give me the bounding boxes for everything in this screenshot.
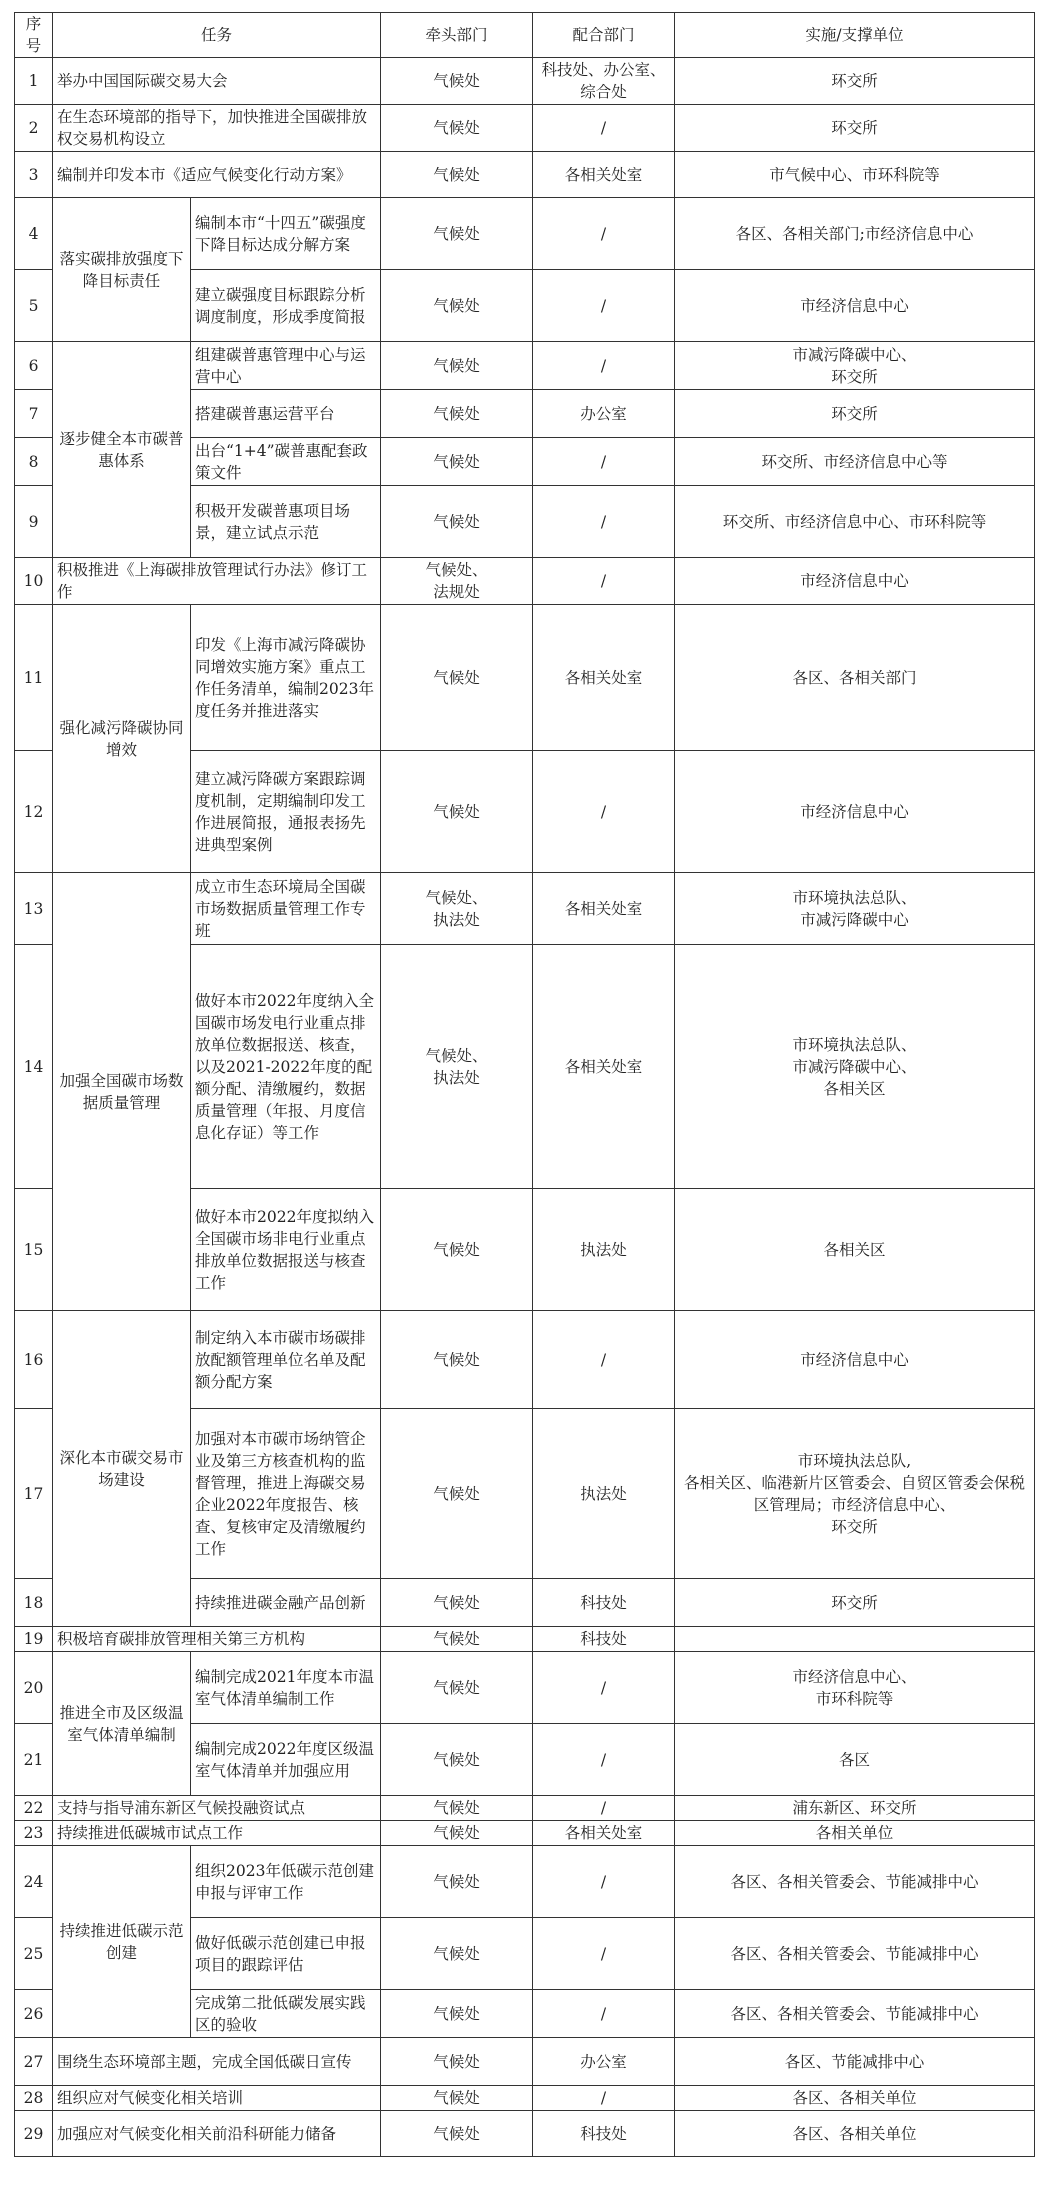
row-number: 28 — [15, 2086, 53, 2111]
task-cell: 加强应对气候变化相关前沿科研能力储备 — [53, 2111, 381, 2157]
impl-cell: 市环境执法总队、 市减污降碳中心、 各相关区 — [675, 945, 1035, 1189]
row-number: 19 — [15, 1627, 53, 1652]
table-row — [15, 1311, 1035, 1409]
header-lead: 牵头部门 — [381, 13, 533, 58]
lead-cell: 气候处 — [381, 1627, 533, 1652]
coop-cell: 各相关处室 — [533, 945, 675, 1189]
impl-cell: 市环境执法总队、 市减污降碳中心 — [675, 873, 1035, 945]
task-cell: 成立市生态环境局全国碳市场数据质量管理工作专班 — [191, 873, 381, 945]
coop-cell: / — [533, 438, 675, 486]
task-cell: 组织2023年低碳示范创建申报与评审工作 — [191, 1846, 381, 1918]
task-cell: 建立碳强度目标跟踪分析调度制度，形成季度简报 — [191, 270, 381, 342]
row-number: 20 — [15, 1652, 53, 1724]
group-cell: 强化减污降碳协同增效 — [53, 605, 191, 873]
impl-cell: 各区、各相关部门 — [675, 605, 1035, 751]
coop-cell: 各相关处室 — [533, 605, 675, 751]
lead-cell: 气候处 — [381, 105, 533, 152]
coop-cell: 各相关处室 — [533, 152, 675, 198]
coop-cell: / — [533, 2086, 675, 2111]
row-number: 25 — [15, 1918, 53, 1990]
impl-cell: 环交所、市经济信息中心、市环科院等 — [675, 486, 1035, 558]
table-row — [15, 558, 1035, 605]
table-row — [15, 873, 1035, 945]
row-number: 14 — [15, 945, 53, 1189]
lead-cell: 气候处 — [381, 1918, 533, 1990]
task-cell: 组织应对气候变化相关培训 — [53, 2086, 381, 2111]
task-cell: 做好低碳示范创建已申报项目的跟踪评估 — [191, 1918, 381, 1990]
row-number: 12 — [15, 751, 53, 873]
row-number: 16 — [15, 1311, 53, 1409]
task-cell: 积极开发碳普惠项目场景，建立试点示范 — [191, 486, 381, 558]
table-row — [15, 605, 1035, 751]
row-number: 15 — [15, 1189, 53, 1311]
group-cell: 逐步健全本市碳普惠体系 — [53, 342, 191, 558]
lead-cell: 气候处 — [381, 1189, 533, 1311]
impl-cell — [675, 1627, 1035, 1652]
impl-cell: 环交所 — [675, 1579, 1035, 1627]
row-number: 29 — [15, 2111, 53, 2157]
lead-cell: 气候处 — [381, 198, 533, 270]
lead-cell: 气候处 — [381, 1724, 533, 1796]
impl-cell: 各区、各相关管委会、节能减排中心 — [675, 1990, 1035, 2038]
impl-cell: 市经济信息中心 — [675, 751, 1035, 873]
lead-cell: 气候处 — [381, 1990, 533, 2038]
impl-cell: 各区、各相关部门;市经济信息中心 — [675, 198, 1035, 270]
table-row — [15, 342, 1035, 390]
row-number: 22 — [15, 1796, 53, 1821]
task-cell: 编制完成2021年度本市温室气体清单编制工作 — [191, 1652, 381, 1724]
row-number: 26 — [15, 1990, 53, 2038]
group-cell: 推进全市及区级温室气体清单编制 — [53, 1652, 191, 1796]
impl-cell: 各相关区 — [675, 1189, 1035, 1311]
table-row — [15, 1627, 1035, 1652]
impl-cell: 各区、节能减排中心 — [675, 2038, 1035, 2086]
table-row — [15, 2086, 1035, 2111]
task-cell: 持续推进碳金融产品创新 — [191, 1579, 381, 1627]
table-row — [15, 2038, 1035, 2086]
row-number: 13 — [15, 873, 53, 945]
coop-cell: / — [533, 486, 675, 558]
row-number: 17 — [15, 1409, 53, 1579]
row-number: 18 — [15, 1579, 53, 1627]
row-number: 6 — [15, 342, 53, 390]
impl-cell: 各区、各相关单位 — [675, 2086, 1035, 2111]
lead-cell: 气候处 — [381, 1579, 533, 1627]
task-cell: 编制并印发本市《适应气候变化行动方案》 — [53, 152, 381, 198]
lead-cell: 气候处 — [381, 605, 533, 751]
row-number: 4 — [15, 198, 53, 270]
coop-cell: 各相关处室 — [533, 873, 675, 945]
table-row — [15, 1821, 1035, 1846]
task-cell: 做好本市2022年度纳入全国碳市场发电行业重点排放单位数据报送、核查，以及2021-2022年度的配额分配、清缴履约，数据质量管理（年报、月度信息化存证）等工作 — [191, 945, 381, 1189]
coop-cell: 办公室 — [533, 390, 675, 438]
task-cell: 围绕生态环境部主题，完成全国低碳日宣传 — [53, 2038, 381, 2086]
task-cell: 完成第二批低碳发展实践区的验收 — [191, 1990, 381, 2038]
row-number: 2 — [15, 105, 53, 152]
row-number: 21 — [15, 1724, 53, 1796]
coop-cell: / — [533, 270, 675, 342]
task-cell: 举办中国国际碳交易大会 — [53, 58, 381, 105]
table-row — [15, 1796, 1035, 1821]
task-cell: 印发《上海市减污降碳协同增效实施方案》重点工作任务清单，编制2023年度任务并推进落实 — [191, 605, 381, 751]
row-number: 3 — [15, 152, 53, 198]
coop-cell: 执法处 — [533, 1409, 675, 1579]
lead-cell: 气候处 — [381, 342, 533, 390]
impl-cell: 市经济信息中心、 市环科院等 — [675, 1652, 1035, 1724]
row-number: 27 — [15, 2038, 53, 2086]
impl-cell: 环交所 — [675, 105, 1035, 152]
task-cell: 编制完成2022年度区级温室气体清单并加强应用 — [191, 1724, 381, 1796]
lead-cell: 气候处 — [381, 390, 533, 438]
row-number: 8 — [15, 438, 53, 486]
table-row — [15, 1652, 1035, 1724]
coop-cell: 各相关处室 — [533, 1821, 675, 1846]
coop-cell: 科技处 — [533, 1627, 675, 1652]
coop-cell: / — [533, 1990, 675, 2038]
lead-cell: 气候处 — [381, 2111, 533, 2157]
impl-cell: 各区、各相关管委会、节能减排中心 — [675, 1918, 1035, 1990]
task-cell: 加强对本市碳市场纳管企业及第三方核查机构的监督管理，推进上海碳交易企业2022年度报告、核查、复核审定及清缴履约工作 — [191, 1409, 381, 1579]
coop-cell: 办公室 — [533, 2038, 675, 2086]
task-cell: 组建碳普惠管理中心与运营中心 — [191, 342, 381, 390]
lead-cell: 气候处 — [381, 58, 533, 105]
row-number: 11 — [15, 605, 53, 751]
row-number: 5 — [15, 270, 53, 342]
task-cell: 持续推进低碳城市试点工作 — [53, 1821, 381, 1846]
impl-cell: 市环境执法总队, 各相关区、临港新片区管委会、自贸区管委会保税区管理局；市经济信息中心、 环交所 — [675, 1409, 1035, 1579]
coop-cell: / — [533, 1796, 675, 1821]
lead-cell: 气候处、 法规处 — [381, 558, 533, 605]
header-task: 任务 — [53, 13, 381, 58]
impl-cell: 浦东新区、环交所 — [675, 1796, 1035, 1821]
task-cell: 积极推进《上海碳排放管理试行办法》修订工作 — [53, 558, 381, 605]
header-seq: 序号 — [15, 13, 53, 58]
coop-cell: / — [533, 105, 675, 152]
coop-cell: 科技处、办公室、综合处 — [533, 58, 675, 105]
impl-cell: 各区、各相关管委会、节能减排中心 — [675, 1846, 1035, 1918]
coop-cell: 科技处 — [533, 2111, 675, 2157]
task-cell: 建立减污降碳方案跟踪调度机制，定期编制印发工作进展简报，通报表扬先进典型案例 — [191, 751, 381, 873]
coop-cell: / — [533, 198, 675, 270]
lead-cell: 气候处 — [381, 1311, 533, 1409]
impl-cell: 市经济信息中心 — [675, 558, 1035, 605]
coop-cell: / — [533, 751, 675, 873]
impl-cell: 市经济信息中心 — [675, 1311, 1035, 1409]
lead-cell: 气候处 — [381, 2038, 533, 2086]
lead-cell: 气候处 — [381, 751, 533, 873]
task-cell: 出台“1+4”碳普惠配套政策文件 — [191, 438, 381, 486]
impl-cell: 各区、各相关单位 — [675, 2111, 1035, 2157]
task-cell: 在生态环境部的指导下，加快推进全国碳排放权交易机构设立 — [53, 105, 381, 152]
lead-cell: 气候处 — [381, 2086, 533, 2111]
header-impl: 实施/支撑单位 — [675, 13, 1035, 58]
lead-cell: 气候处 — [381, 1846, 533, 1918]
table-row — [15, 58, 1035, 105]
coop-cell: / — [533, 1846, 675, 1918]
lead-cell: 气候处 — [381, 1796, 533, 1821]
task-cell: 积极培育碳排放管理相关第三方机构 — [53, 1627, 381, 1652]
table-row — [15, 198, 1035, 270]
document — [14, 12, 1034, 2157]
row-number: 10 — [15, 558, 53, 605]
lead-cell: 气候处、 执法处 — [381, 945, 533, 1189]
lead-cell: 气候处 — [381, 152, 533, 198]
coop-cell: / — [533, 342, 675, 390]
lead-cell: 气候处 — [381, 1821, 533, 1846]
row-number: 1 — [15, 58, 53, 105]
impl-cell: 市经济信息中心 — [675, 270, 1035, 342]
impl-cell: 市气候中心、市环科院等 — [675, 152, 1035, 198]
impl-cell: 环交所、市经济信息中心等 — [675, 438, 1035, 486]
task-table — [14, 12, 1035, 2157]
task-cell: 搭建碳普惠运营平台 — [191, 390, 381, 438]
task-cell: 制定纳入本市碳市场碳排放配额管理单位名单及配额分配方案 — [191, 1311, 381, 1409]
coop-cell: / — [533, 1724, 675, 1796]
group-cell: 落实碳排放强度下降目标责任 — [53, 198, 191, 342]
coop-cell: / — [533, 1918, 675, 1990]
group-cell: 深化本市碳交易市场建设 — [53, 1311, 191, 1627]
table-row — [15, 2111, 1035, 2157]
task-cell: 编制本市“十四五”碳强度下降目标达成分解方案 — [191, 198, 381, 270]
impl-cell: 各区 — [675, 1724, 1035, 1796]
group-cell: 持续推进低碳示范创建 — [53, 1846, 191, 2038]
header-row — [15, 13, 1035, 58]
lead-cell: 气候处 — [381, 1652, 533, 1724]
coop-cell: 执法处 — [533, 1189, 675, 1311]
impl-cell: 环交所 — [675, 390, 1035, 438]
lead-cell: 气候处、 执法处 — [381, 873, 533, 945]
impl-cell: 环交所 — [675, 58, 1035, 105]
impl-cell: 各相关单位 — [675, 1821, 1035, 1846]
impl-cell: 市减污降碳中心、 环交所 — [675, 342, 1035, 390]
coop-cell: / — [533, 558, 675, 605]
coop-cell: / — [533, 1652, 675, 1724]
row-number: 9 — [15, 486, 53, 558]
row-number: 24 — [15, 1846, 53, 1918]
lead-cell: 气候处 — [381, 438, 533, 486]
lead-cell: 气候处 — [381, 486, 533, 558]
group-cell: 加强全国碳市场数据质量管理 — [53, 873, 191, 1311]
coop-cell: 科技处 — [533, 1579, 675, 1627]
table-row — [15, 1846, 1035, 1918]
lead-cell: 气候处 — [381, 270, 533, 342]
task-cell: 支持与指导浦东新区气候投融资试点 — [53, 1796, 381, 1821]
row-number: 7 — [15, 390, 53, 438]
lead-cell: 气候处 — [381, 1409, 533, 1579]
header-coop: 配合部门 — [533, 13, 675, 58]
coop-cell: / — [533, 1311, 675, 1409]
table-row — [15, 105, 1035, 152]
row-number: 23 — [15, 1821, 53, 1846]
table-row — [15, 152, 1035, 198]
task-cell: 做好本市2022年度拟纳入全国碳市场非电行业重点排放单位数据报送与核查工作 — [191, 1189, 381, 1311]
